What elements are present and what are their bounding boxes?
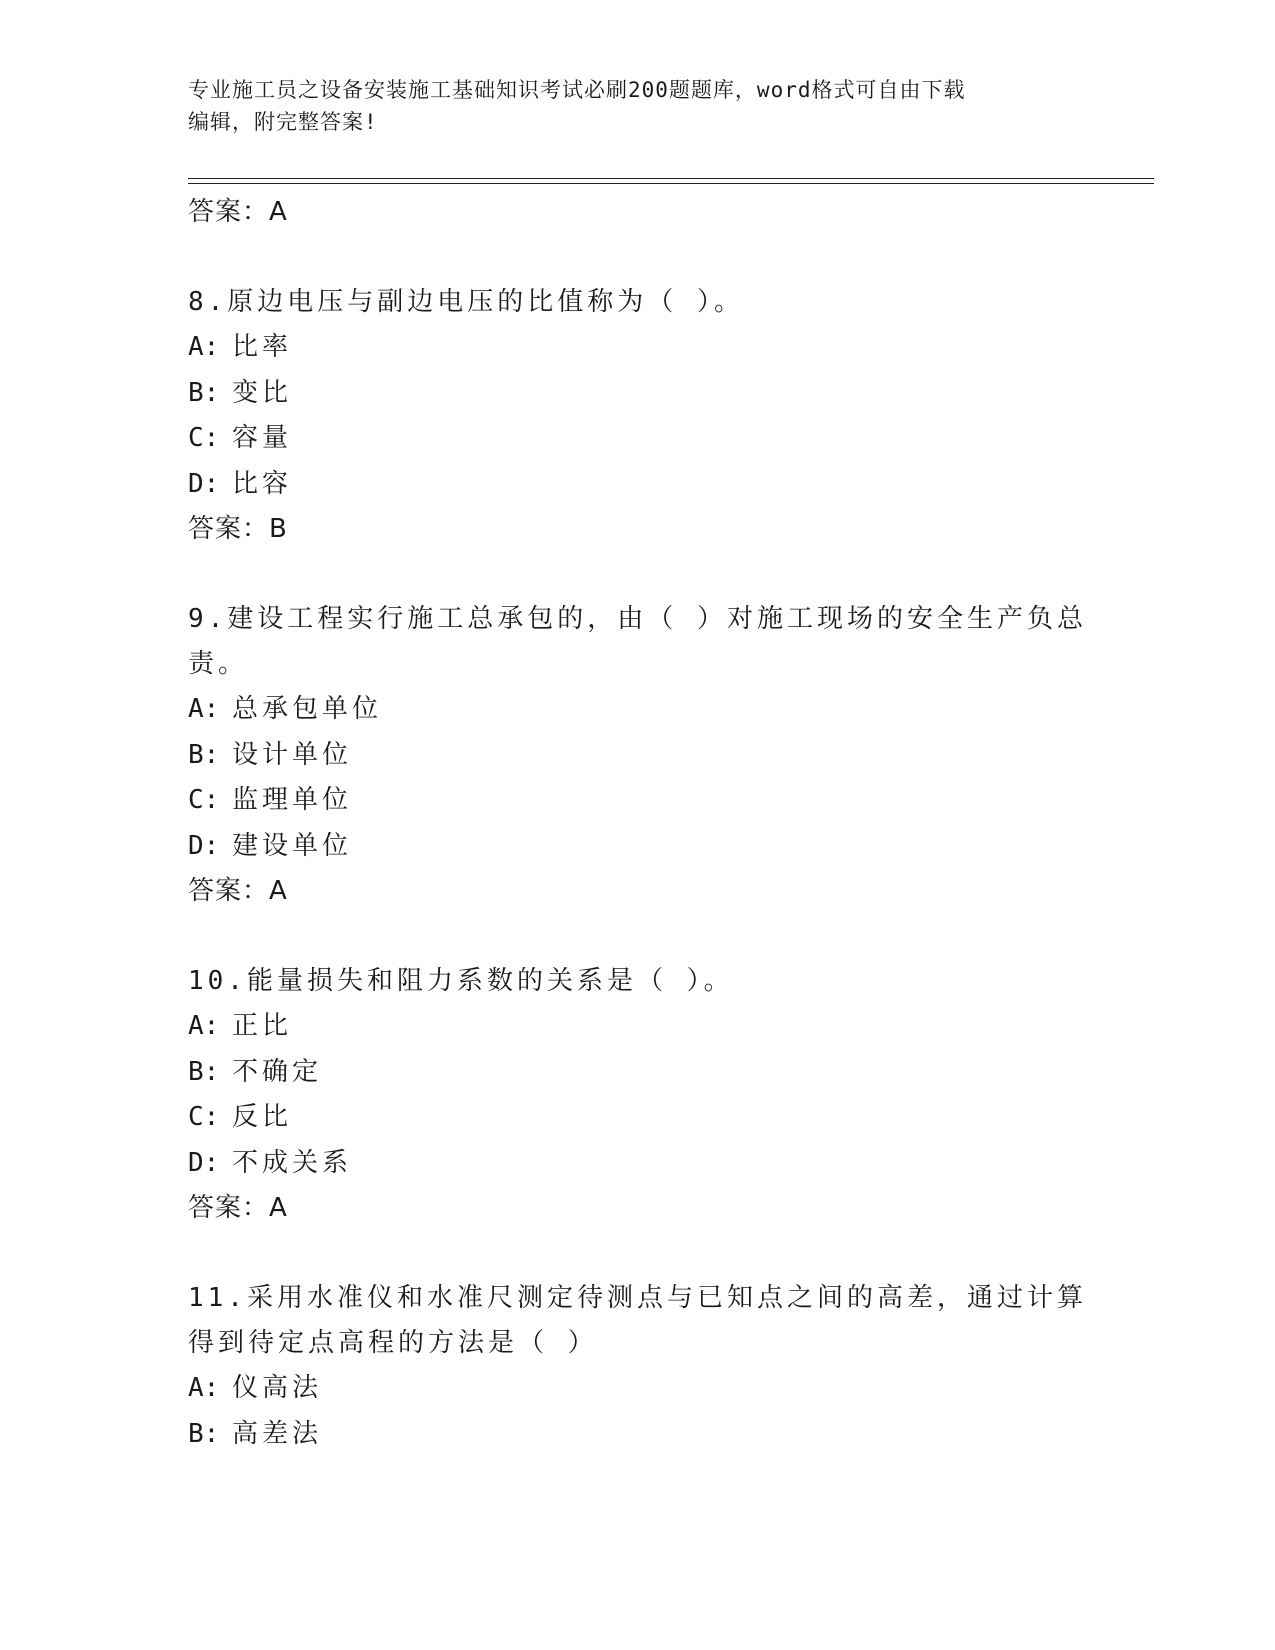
option-key: B: bbox=[188, 1418, 220, 1449]
option-d bbox=[188, 462, 1088, 508]
document-header bbox=[188, 74, 1068, 138]
option-key: A: bbox=[188, 1011, 220, 1041]
option-a bbox=[188, 1004, 1088, 1050]
option-b bbox=[188, 1050, 1088, 1096]
option-key: D: bbox=[188, 830, 220, 861]
option-text: 设计单位 bbox=[232, 739, 353, 770]
option-b bbox=[188, 1412, 1088, 1458]
option-text: 不确定 bbox=[232, 1056, 323, 1087]
option-text: 反比 bbox=[232, 1102, 293, 1132]
option-key: C: bbox=[188, 423, 220, 453]
answer-line: 答案：B bbox=[188, 514, 288, 544]
option-d bbox=[188, 824, 1088, 870]
option-key: C: bbox=[188, 785, 220, 815]
option-a bbox=[188, 325, 1088, 371]
option-c bbox=[188, 416, 1088, 462]
question-stem: 11.采用水准仪和水准尺测定待测点与已知点之间的高差，通过计算得到待定点高程的方法是（ ） bbox=[188, 1283, 1087, 1358]
question-item bbox=[188, 1276, 1088, 1457]
option-key: B: bbox=[188, 739, 220, 770]
option-d bbox=[188, 1141, 1088, 1187]
option-key: D: bbox=[188, 1147, 220, 1178]
question-item bbox=[188, 597, 1088, 914]
option-text: 变比 bbox=[232, 377, 293, 408]
option-key: A: bbox=[188, 332, 220, 362]
option-key: A: bbox=[188, 694, 220, 724]
question-item bbox=[188, 959, 1088, 1231]
question-stem: 8.原边电压与副边电压的比值称为（ ）。 bbox=[188, 287, 744, 317]
option-text: 高差法 bbox=[232, 1418, 323, 1449]
option-text: 总承包单位 bbox=[232, 694, 383, 724]
question-list bbox=[188, 190, 1088, 1457]
option-text: 容量 bbox=[232, 423, 293, 453]
option-text: 比容 bbox=[232, 468, 293, 499]
answer-line: 答案：A bbox=[188, 197, 288, 227]
option-key: D: bbox=[188, 468, 220, 499]
option-b bbox=[188, 371, 1088, 417]
option-key: A: bbox=[188, 1373, 220, 1403]
header-line-1: 专业施工员之设备安装施工基础知识考试必刷200题题库，word格式可自由下载 bbox=[188, 78, 966, 102]
option-c bbox=[188, 778, 1088, 824]
option-text: 正比 bbox=[232, 1011, 293, 1041]
option-text: 监理单位 bbox=[232, 785, 353, 815]
header-divider-top bbox=[188, 178, 1154, 179]
header-divider-bottom bbox=[188, 183, 1154, 184]
option-key: B: bbox=[188, 377, 220, 408]
answer-line: 答案：A bbox=[188, 1193, 288, 1223]
option-b bbox=[188, 733, 1088, 779]
option-text: 仪高法 bbox=[232, 1373, 323, 1403]
question-item bbox=[188, 280, 1088, 552]
option-c bbox=[188, 1095, 1088, 1141]
option-key: C: bbox=[188, 1102, 220, 1132]
option-a bbox=[188, 687, 1088, 733]
answer-line: 答案：A bbox=[188, 876, 288, 906]
header-line-2: 编辑，附完整答案! bbox=[188, 110, 378, 134]
question-stem: 9.建设工程实行施工总承包的，由（ ）对施工现场的安全生产负总责。 bbox=[188, 604, 1087, 679]
option-key: B: bbox=[188, 1056, 220, 1087]
question-stem: 10.能量损失和阻力系数的关系是（ ）。 bbox=[188, 966, 734, 996]
option-text: 建设单位 bbox=[232, 830, 353, 861]
option-text: 比率 bbox=[232, 332, 293, 362]
option-text: 不成关系 bbox=[232, 1147, 353, 1178]
option-a bbox=[188, 1366, 1088, 1412]
